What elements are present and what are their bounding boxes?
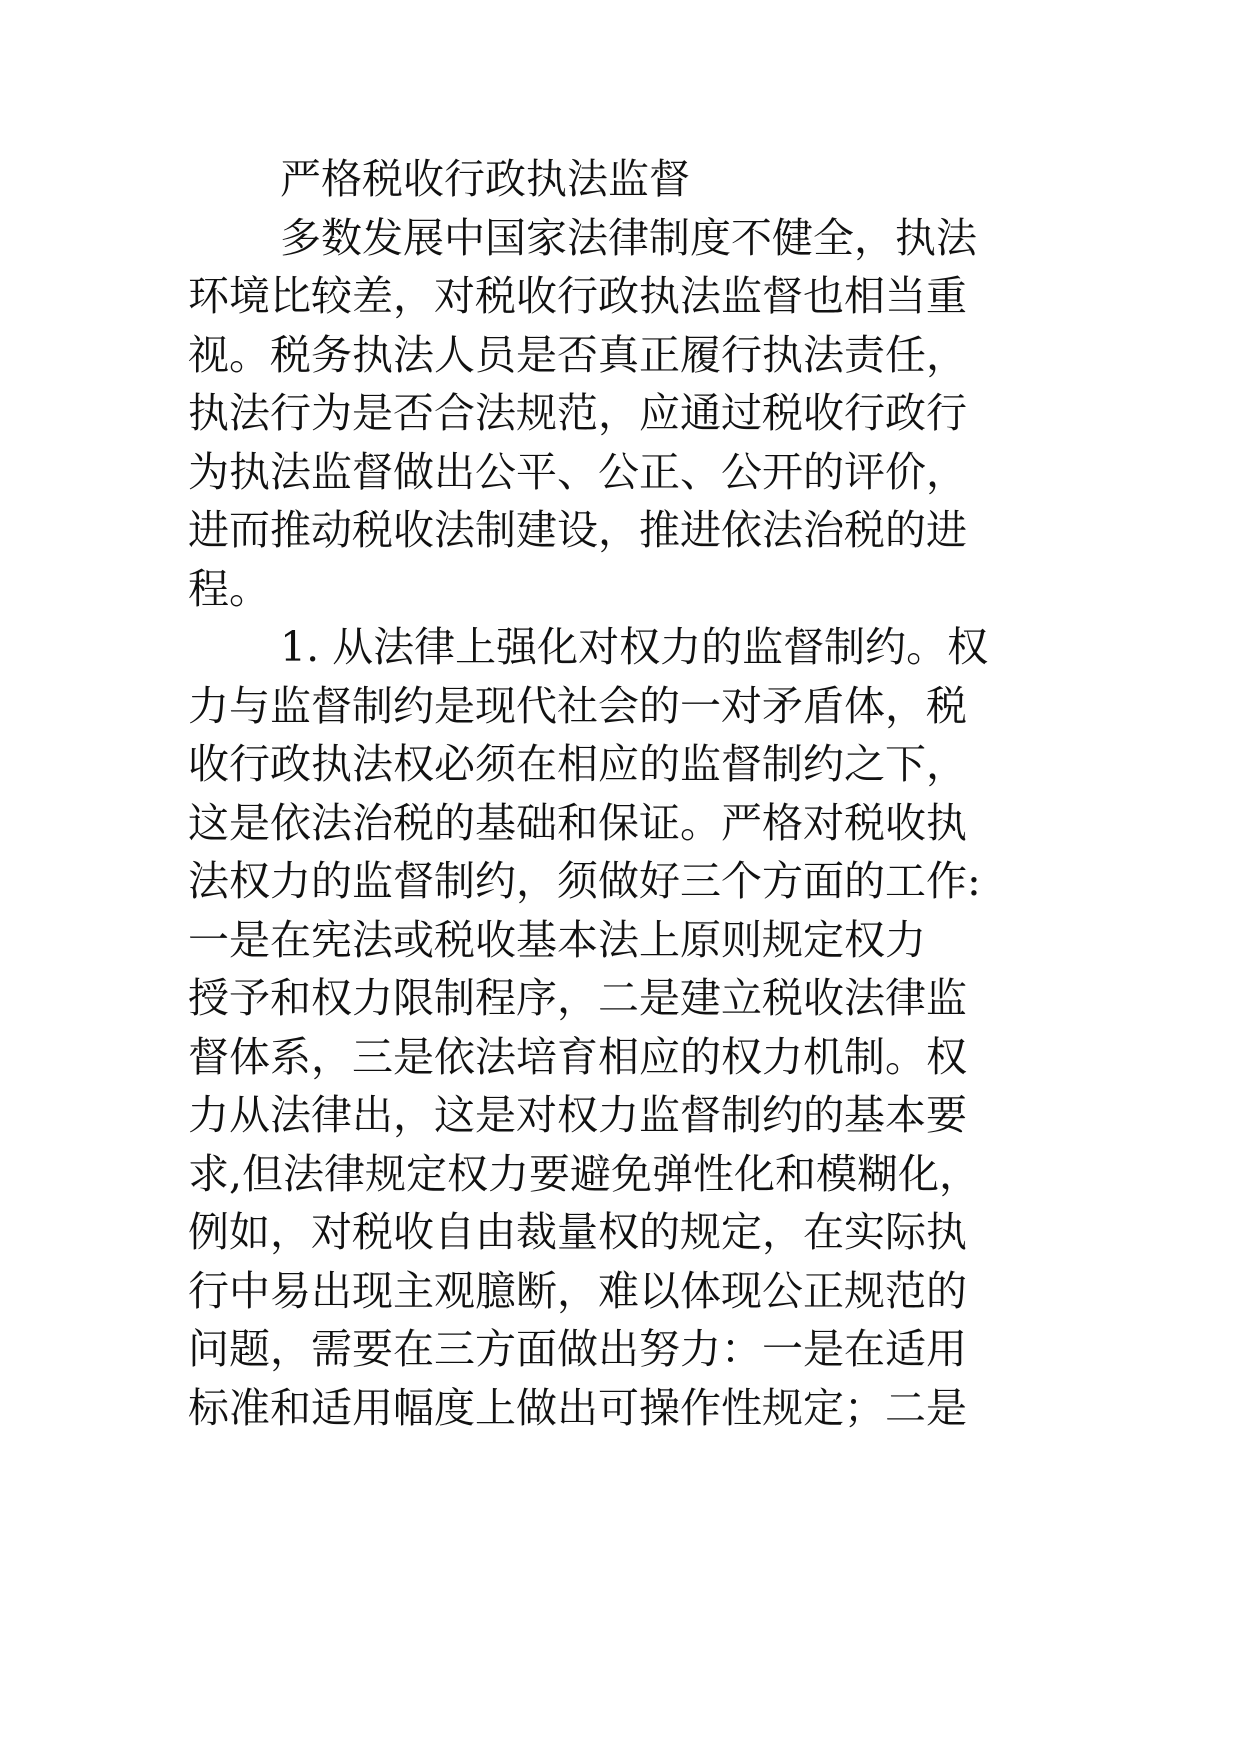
paragraph-line: 力从法律出，这是对权力监督制约的基本要: [188, 1091, 967, 1139]
body-text: [188, 150, 1068, 1437]
paragraph-line: 问题，需要在三方面做出努力：一是在适用: [188, 1325, 967, 1373]
paragraph-line: 为执法监督做出公平、公正、公开的评价，: [188, 447, 967, 496]
paragraph-line: 力与监督制约是现代社会的一对矛盾体，税: [188, 681, 967, 730]
paragraph-line: 这是依法治税的基础和保证。严格对税收执: [188, 798, 967, 847]
paragraph-line: 例如，对税收自由裁量权的规定，在实际执: [188, 1208, 967, 1256]
paragraph-line: 1. 从法律上强化对权力的监督制约。权: [280, 623, 989, 671]
paragraph-line: 视。税务执法人员是否真正履行执法责任，: [188, 330, 967, 379]
paragraph-line: 进而推动税收法制建设，推进依法治税的进: [188, 506, 967, 554]
paragraph-line: 执法行为是否合法规范，应通过税收行政行: [188, 389, 967, 437]
paragraph-line: 多数发展中国家法律制度不健全，执法: [280, 213, 977, 262]
paragraph-line: 督体系，三是依法培育相应的权力机制。权: [188, 1032, 967, 1081]
paragraph-line: 环境比较差，对税收行政执法监督也相当重: [188, 272, 967, 320]
paragraph-line: 标准和适用幅度上做出可操作性规定；二是: [188, 1383, 967, 1432]
paragraph-line: 法权力的监督制约，须做好三个方面的工作:: [188, 857, 981, 905]
paragraph-line: 授予和权力限制程序，二是建立税收法律监: [188, 974, 967, 1022]
paragraph-line: 求,但法律规定权力要避免弹性化和模糊化，: [188, 1149, 981, 1198]
paragraph-line: 程。: [188, 564, 270, 613]
paragraph-line: 一是在宪法或税收基本法上原则规定权力: [188, 915, 926, 964]
paragraph-line: 收行政执法权必须在相应的监督制约之下，: [188, 740, 967, 788]
section-heading: 严格税收行政执法监督: [280, 155, 690, 203]
paragraph-line: 行中易出现主观臆断，难以体现公正规范的: [188, 1266, 967, 1315]
